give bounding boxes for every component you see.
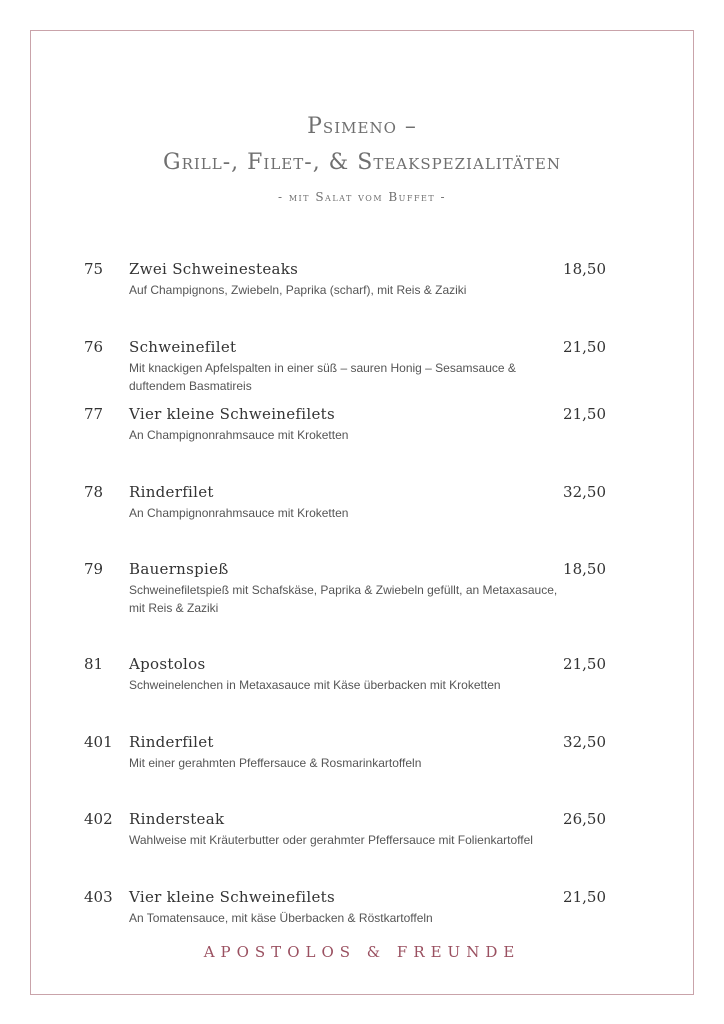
item-price: 32,50 <box>563 733 606 751</box>
footer-brand: APOSTOLOS & FREUNDE <box>203 943 521 961</box>
item-name: Apostolos <box>129 655 206 673</box>
item-number: 78 <box>84 483 104 501</box>
item-description: Auf Champignons, Zwiebeln, Paprika (scharf), mit Reis & Zaziki <box>129 283 467 297</box>
item-name: Rindersteak <box>129 810 225 828</box>
item-number: 75 <box>84 260 104 278</box>
item-number: 402 <box>84 810 113 828</box>
menu-section-title: Grill-, Filet-, & Steakspezialitäten <box>163 150 561 175</box>
item-number: 77 <box>84 405 104 423</box>
item-number: 81 <box>84 655 104 673</box>
menu-subtitle: - mit Salat vom Buffet - <box>277 190 447 204</box>
item-price: 18,50 <box>563 560 606 578</box>
item-name: Schweinefilet <box>129 338 237 356</box>
item-description: An Champignonrahmsauce mit Kroketten <box>129 506 349 520</box>
item-price: 21,50 <box>563 888 606 906</box>
item-description: Mit einer gerahmten Pfeffersauce & Rosmarinkartoffeln <box>129 756 422 770</box>
item-number: 401 <box>84 733 113 751</box>
item-name: Rinderfilet <box>129 483 214 501</box>
item-price: 32,50 <box>563 483 606 501</box>
item-price: 26,50 <box>563 810 606 828</box>
item-number: 403 <box>84 888 113 906</box>
item-name: Bauernspieß <box>129 560 229 578</box>
item-price: 18,50 <box>563 260 606 278</box>
menu-title: Psimeno – <box>307 114 417 139</box>
item-description: Schweinefiletspieß mit Schafskäse, Paprika & Zwiebeln gefüllt, an Metaxasauce, mit Reis & Zaziki <box>129 583 558 615</box>
item-description: Wahlweise mit Kräuterbutter oder gerahmter Pfeffersauce mit Folienkartoffel <box>129 833 533 847</box>
item-name: Zwei Schweinesteaks <box>129 260 299 278</box>
item-name: Vier kleine Schweinefilets <box>129 888 335 906</box>
item-description: An Tomatensauce, mit käse Überbacken & Röstkartoffeln <box>129 911 433 925</box>
item-price: 21,50 <box>563 405 606 423</box>
item-name: Rinderfilet <box>129 733 214 751</box>
item-description: Mit knackigen Apfelspalten in einer süß – sauren Honig – Sesamsauce & duftendem Basmatireis <box>129 361 516 393</box>
item-price: 21,50 <box>563 338 606 356</box>
item-description: An Champignonrahmsauce mit Kroketten <box>129 428 349 442</box>
item-description: Schweinelenchen in Metaxasauce mit Käse überbacken mit Kroketten <box>129 678 501 692</box>
item-number: 79 <box>84 560 104 578</box>
item-price: 21,50 <box>563 655 606 673</box>
item-name: Vier kleine Schweinefilets <box>129 405 335 423</box>
item-number: 76 <box>84 338 104 356</box>
